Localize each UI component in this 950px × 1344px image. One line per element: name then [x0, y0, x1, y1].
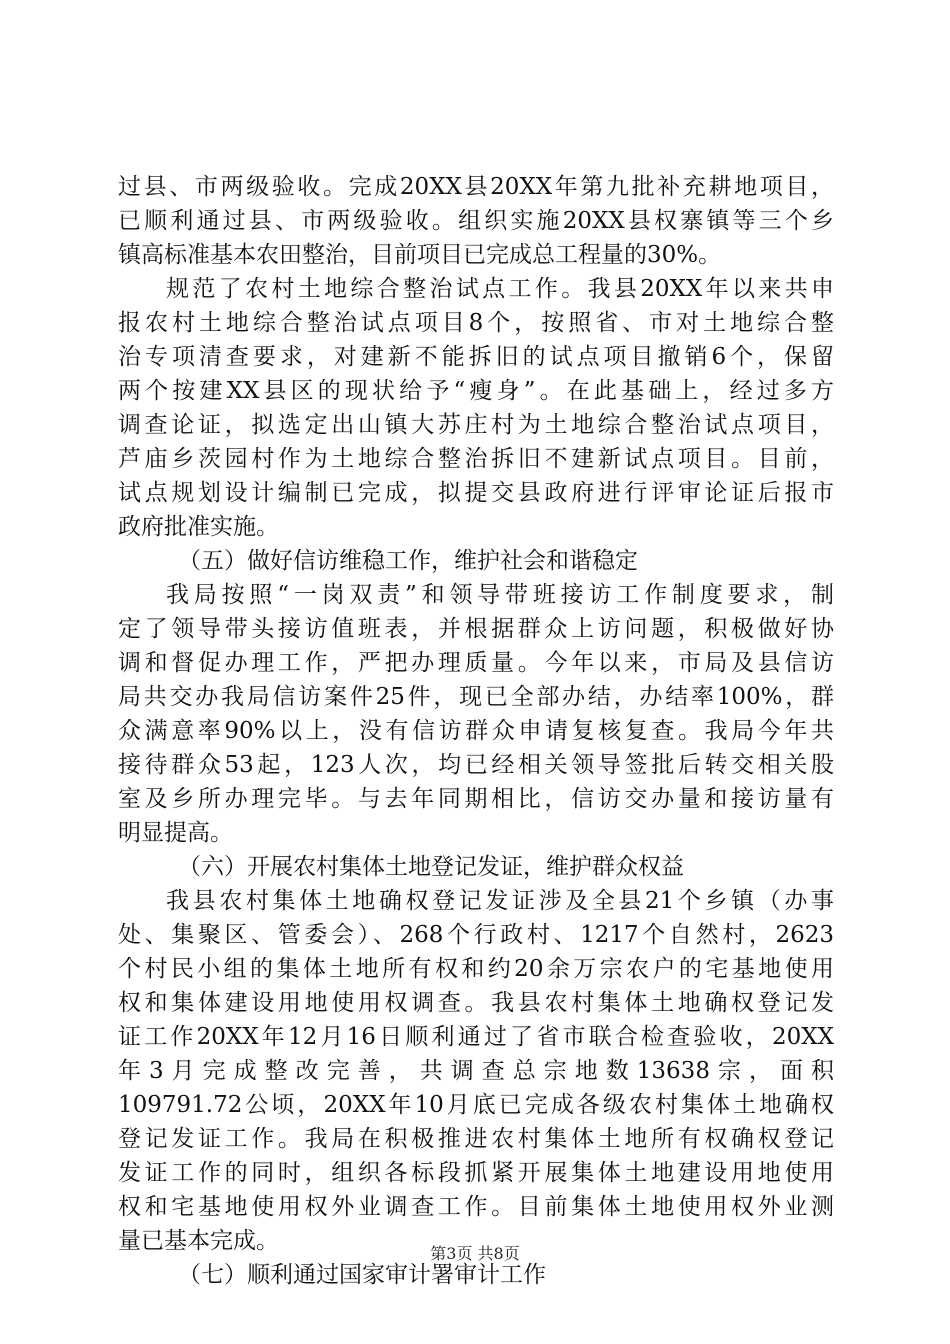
text-line: 室及乡所办理完毕。与去年同期相比，信访交办量和接访量有 — [118, 786, 834, 812]
text-line: 个村民小组的集体土地所有权和约20余万宗农户的宅基地使用 — [118, 956, 834, 982]
text-line: 年3月完成整改完善，共调查总宗地数13638宗，面积 — [118, 1058, 834, 1084]
text-line: 治专项清查要求，对建新不能拆旧的试点项目撤销6个，保留 — [118, 344, 834, 370]
text-line: 报农村土地综合整治试点项目8个，按照省、市对土地综合整 — [118, 310, 834, 336]
text-line: 局共交办我局信访案件25件，现已全部办结，办结率100%，群 — [118, 684, 834, 710]
text-line: 两个按建XX县区的现状给予“瘦身”。在此基础上，经过多方 — [118, 378, 834, 404]
text-line: 过县、市两级验收。完成20XX县20XX年第九批补充耕地项目， — [118, 174, 834, 200]
text-line: 权和宅基地使用权外业调查工作。目前集体土地使用权外业测 — [118, 1194, 834, 1220]
text-line: 众满意率90%以上，没有信访群众申请复核复查。我局今年共 — [118, 718, 834, 744]
text-line: 芦庙乡茨园村作为土地综合整治拆旧不建新试点项目。目前， — [118, 446, 834, 472]
text-line: 定了领导带头接访值班表，并根据群众上访问题，积极做好协 — [118, 616, 834, 642]
text-line: 109791.72公顷，20XX年10月底已完成各级农村集体土地确权 — [118, 1092, 834, 1118]
section-heading: （五）做好信访维稳工作，维护社会和谐稳定 — [178, 548, 638, 574]
text-line: 试点规划设计编制已完成，拟提交县政府进行评审论证后报市 — [118, 480, 834, 506]
text-line: 规范了农村土地综合整治试点工作。我县20XX年以来共申 — [166, 276, 834, 302]
text-line: 我县农村集体土地确权登记发证涉及全县21个乡镇（办事 — [166, 888, 834, 914]
text-line: 已顺利通过县、市两级验收。组织实施20XX县权寨镇等三个乡 — [118, 208, 834, 234]
text-line: 登记发证工作。我局在积极推进农村集体土地所有权确权登记 — [118, 1126, 834, 1152]
text-line: 权和集体建设用地使用权调查。我县农村集体土地确权登记发 — [118, 990, 834, 1016]
text-line: 发证工作的同时，组织各标段抓紧开展集体土地建设用地使用 — [118, 1160, 834, 1186]
text-line: 处、集聚区、管委会）、268个行政村、1217个自然村，2623 — [118, 922, 834, 948]
text-line: 接待群众53起，123人次，均已经相关领导签批后转交相关股 — [118, 752, 834, 778]
text-line: 我局按照“一岗双责”和领导带班接访工作制度要求，制 — [166, 582, 834, 608]
text-line: 调查论证，拟选定出山镇大苏庄村为土地综合整治试点项目， — [118, 412, 834, 438]
text-line: 调和督促办理工作，严把办理质量。今年以来，市局及县信访 — [118, 650, 834, 676]
page-number: 第3页 共8页 — [430, 1244, 520, 1263]
section-heading: （七）顺利通过国家审计署审计工作 — [178, 1262, 546, 1288]
page-footer — [0, 1244, 950, 1264]
section-heading: （六）开展农村集体土地登记发证，维护群众权益 — [178, 854, 684, 880]
document-body — [118, 170, 834, 1292]
text-line: 量已基本完成。 — [118, 1228, 279, 1254]
text-line: 明显提高。 — [118, 820, 233, 846]
text-line: 政府批准实施。 — [118, 514, 279, 540]
text-line: 镇高标准基本农田整治，目前项目已完成总工程量的30%。 — [118, 242, 722, 268]
text-line: 证工作20XX年12月16日顺利通过了省市联合检查验收，20XX — [118, 1024, 834, 1050]
